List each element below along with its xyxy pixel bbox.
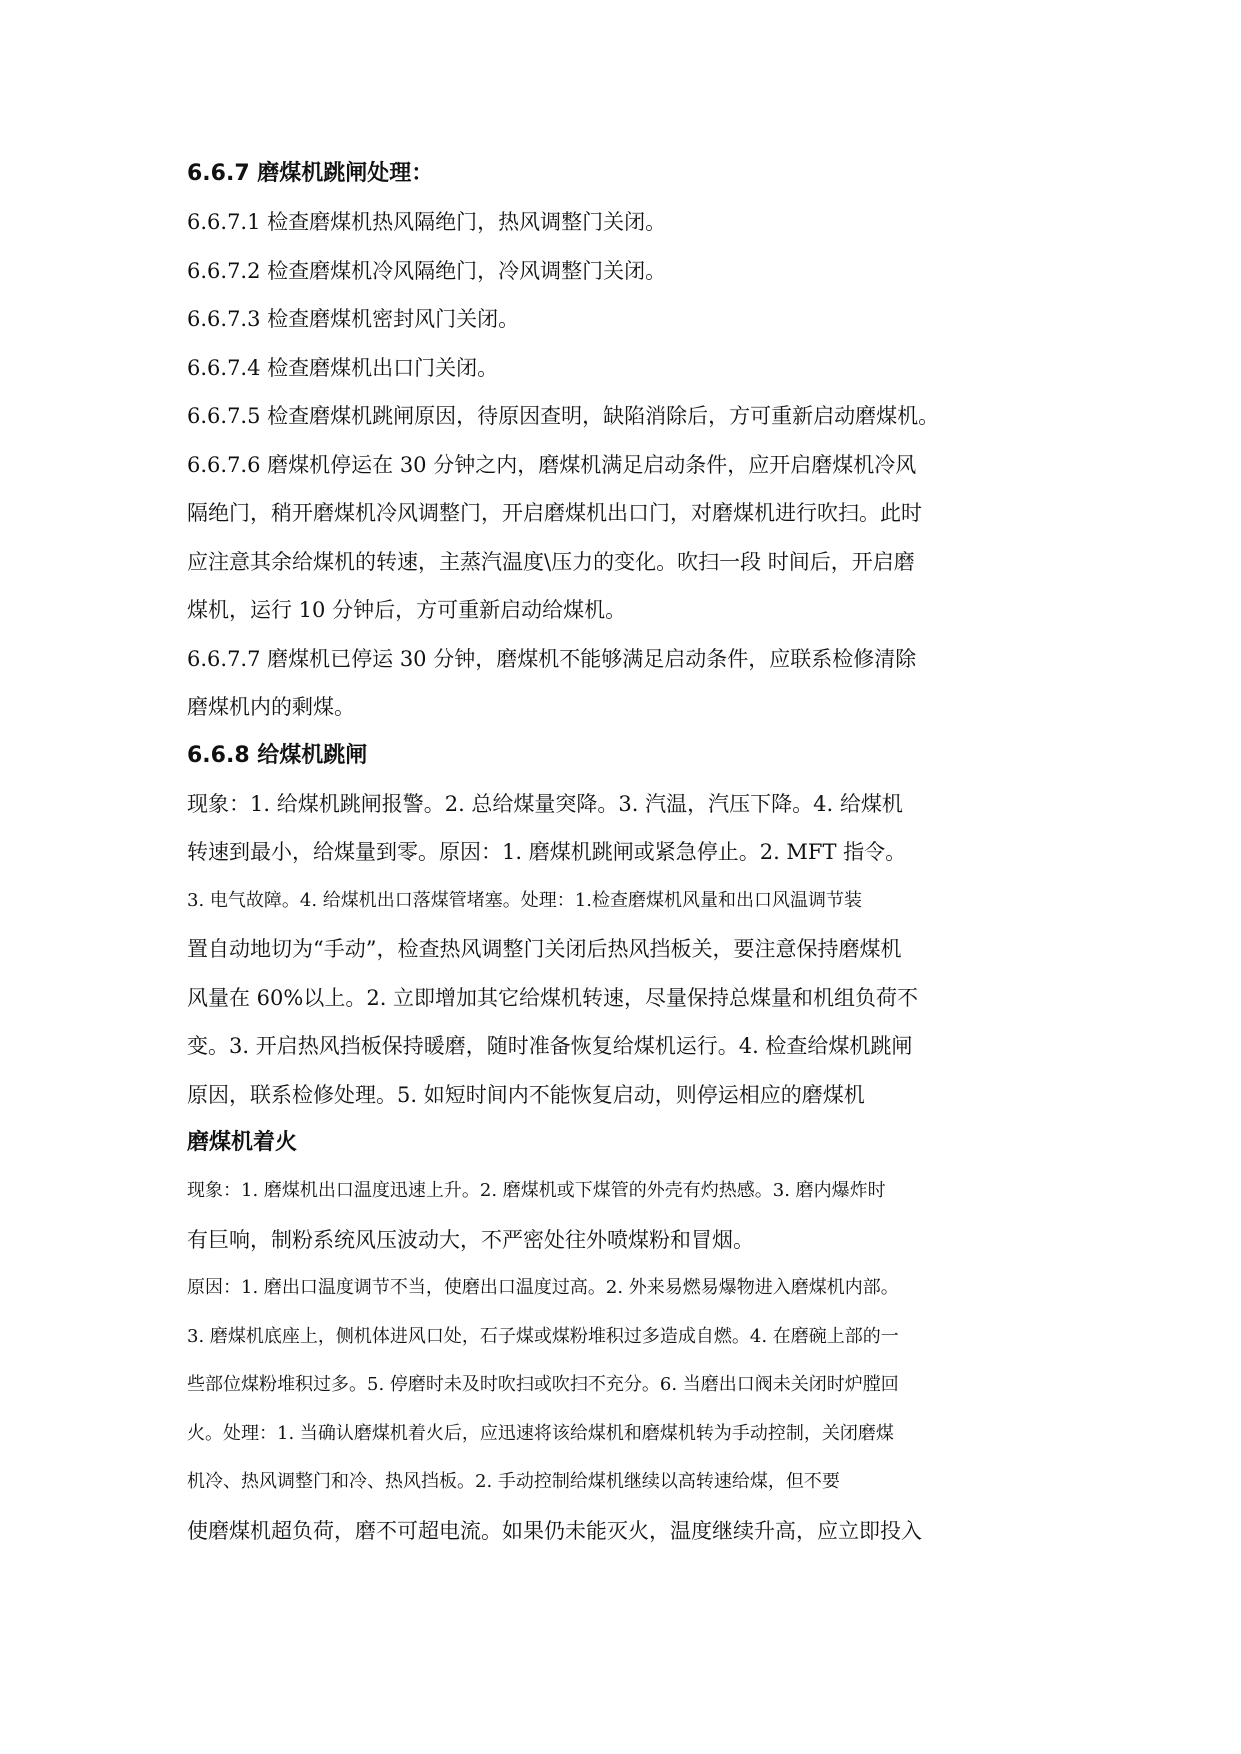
text-line: 变。3. 开启热风挡板保持暖磨，随时准备恢复给煤机运行。4. 检查给煤机跳闸 [187, 1034, 913, 1058]
section-heading-6-6-7: 6.6.7 磨煤机跳闸处理： [187, 161, 434, 186]
text-line: 3. 磨煤机底座上，侧机体进风口处，石子煤或煤粉堆积过多造成自燃。4. 在磨碗上部的一 [187, 1325, 899, 1347]
text-line: 转速到最小，给煤量到零。原因：1. 磨煤机跳闸或紧急停止。2. MFT 指令。 [187, 840, 907, 864]
text-line: 3. 电气故障。4. 给煤机出口落煤管堵塞。处理：1.检查磨煤机风量和出口风温调节装 [187, 889, 862, 911]
text-line: 火。处理：1. 当确认磨煤机着火后，应迅速将该给煤机和磨煤机转为手动控制，关闭磨煤 [187, 1422, 894, 1444]
text-line: 原因：1. 磨出口温度调节不当，使磨出口温度过高。2. 外来易燃易爆物进入磨煤机内部。 [187, 1277, 899, 1298]
text-line: 煤机，运行 10 分钟后，方可重新启动给煤机。 [187, 598, 627, 622]
text-line: 原因，联系检修处理。5. 如短时间内不能恢复启动，则停运相应的磨煤机 [187, 1082, 865, 1107]
text-line: 6.6.7.5 检查磨煤机跳闸原因，待原因查明，缺陷消除后，方可重新启动磨煤机。 [187, 404, 940, 428]
text-line: 隔绝门，稍开磨煤机冷风调整门，开启磨煤机出口门，对磨煤机进行吹扫。此时 [187, 501, 922, 525]
text-line: 6.6.7.4 检查磨煤机出口门关闭。 [187, 355, 499, 380]
section-heading-mill-fire: 磨煤机着火 [187, 1130, 298, 1155]
text-line: 6.6.7.2 检查磨煤机冷风隔绝门，冷风调整门关闭。 [187, 258, 667, 283]
text-line: 6.6.7.7 磨煤机已停运 30 分钟，磨煤机不能够满足启动条件，应联系检修清除 [187, 646, 917, 671]
text-line: 6.6.7.1 检查磨煤机热风隔绝门，热风调整门关闭。 [187, 210, 667, 234]
document-page [187, 150, 1057, 1555]
text-line: 有巨响，制粉系统风压波动大，不严密处往外喷煤粉和冒烟。 [187, 1227, 754, 1252]
text-line: 现象：1. 磨煤机出口温度迅速上升。2. 磨煤机或下煤管的外壳有灼热感。3. 磨内爆炸时 [187, 1180, 886, 1201]
text-line: 些部位煤粉堆积过多。5. 停磨时未及时吹扫或吹扫不充分。6. 当磨出口阀未关闭时炉膛回 [187, 1374, 899, 1395]
text-line: 置自动地切为“手动”，检查热风调整门关闭后热风挡板关，要注意保持磨煤机 [187, 937, 902, 961]
text-line: 应注意其余给煤机的转速，主蒸汽温度\压力的变化。吹扫一段 时间后，开启磨 [187, 549, 915, 574]
text-line: 6.6.7.3 检查磨煤机密封风门关闭。 [187, 307, 520, 331]
text-line: 使磨煤机超负荷，磨不可超电流。如果仍未能灭火，温度继续升高，应立即投入 [187, 1518, 922, 1543]
text-line: 风量在 60%以上。2. 立即增加其它给煤机转速，尽量保持总煤量和机组负荷不 [187, 985, 919, 1010]
section-heading-6-6-8: 6.6.8 给煤机跳闸 [187, 742, 368, 768]
text-line: 6.6.7.6 磨煤机停运在 30 分钟之内，磨煤机满足启动条件，应开启磨煤机冷风 [187, 452, 917, 477]
text-line: 机冷、热风调整门和冷、热风挡板。2. 手动控制给煤机继续以高转速给煤，但不要 [187, 1471, 840, 1492]
text-line: 现象：1. 给煤机跳闸报警。2. 总给煤量突降。3. 汽温，汽压下降。4. 给煤机 [187, 791, 903, 816]
text-line: 磨煤机内的剩煤。 [187, 695, 355, 719]
